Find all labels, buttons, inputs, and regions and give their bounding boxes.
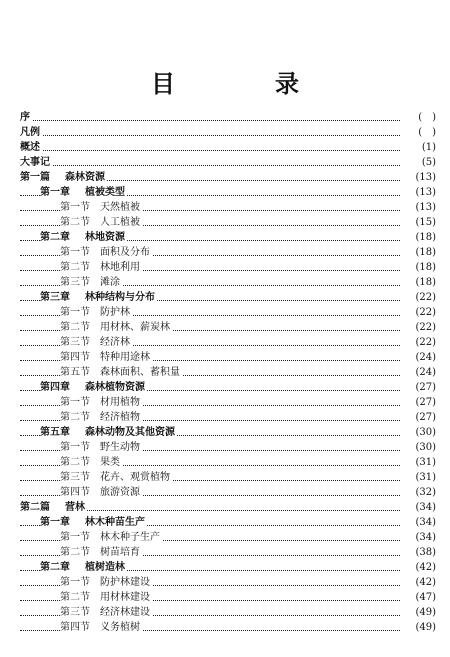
toc-entry (0, 440, 450, 455)
toc-entry-title: 材用植物 (100, 397, 140, 408)
toc-entry-label (60, 335, 132, 350)
toc-entry-title: 天然植被 (100, 202, 140, 213)
toc-entry-number: 第二节 (60, 547, 90, 558)
toc-entry-page: (24) (402, 350, 436, 365)
toc-entry-number: 第三节 (60, 337, 90, 348)
toc-entry-title: 防护林 (100, 307, 130, 318)
toc-entry-number: 第一节 (60, 202, 90, 213)
toc-entry-page: (24) (402, 365, 436, 380)
toc-entry (0, 275, 450, 290)
toc-entry-title: 序 (20, 112, 30, 123)
toc-entry-page: (49) (402, 620, 436, 635)
toc-entry-page: (22) (402, 335, 436, 350)
toc-entry-number: 第一节 (60, 307, 90, 318)
toc-entry (0, 410, 450, 425)
toc-entry-label (60, 605, 152, 620)
toc-entry-title: 营林 (65, 502, 85, 513)
toc-entry-number: 第一节 (60, 532, 90, 543)
toc-entry (0, 620, 450, 635)
toc-entry-label (20, 155, 52, 170)
toc-entry-number: 第一节 (60, 247, 90, 258)
toc-entry (0, 245, 450, 260)
toc-entry-number: 第二节 (60, 592, 90, 603)
toc-entry-label (60, 455, 122, 470)
toc-entry-title: 果类 (100, 457, 120, 468)
toc-entry-page: (47) (402, 590, 436, 605)
toc-entry-title: 凡例 (20, 127, 40, 138)
toc-entry-page: (38) (402, 545, 436, 560)
toc-entry-page: (27) (402, 395, 436, 410)
toc-entry-number: 第一章 (40, 187, 70, 198)
toc-entry-page: (34) (402, 530, 436, 545)
toc-entry-title: 森林植物资源 (85, 382, 145, 393)
toc-entry-page: ( ) (402, 110, 436, 125)
toc-entry-number: 第一篇 (20, 172, 50, 183)
toc-entry-title: 林地资源 (85, 232, 125, 243)
toc-entry-number: 第二章 (40, 232, 70, 243)
toc-entry (0, 395, 450, 410)
toc-entry-page: (22) (402, 305, 436, 320)
toc-entry (0, 215, 450, 230)
toc-entry-title: 植被类型 (85, 187, 125, 198)
toc-entry-title: 义务植树 (100, 622, 140, 633)
toc-entry-number: 第四节 (60, 352, 90, 363)
toc-entry (0, 560, 450, 575)
toc-entry (0, 605, 450, 620)
toc-entry-label (40, 290, 157, 305)
toc-entry (0, 125, 450, 140)
toc-entry-page: ( ) (402, 125, 436, 140)
toc-entry-title: 概述 (20, 142, 40, 153)
toc-entry-number: 第四节 (60, 622, 90, 633)
toc-entry-number: 第五节 (60, 367, 90, 378)
toc-entry-label (60, 530, 162, 545)
toc-entry (0, 500, 450, 515)
toc-entry-number: 第三节 (60, 277, 90, 288)
toc-entry (0, 320, 450, 335)
toc-entry-page: (34) (402, 515, 436, 530)
toc-entry (0, 305, 450, 320)
toc-entry-title: 植树造林 (85, 562, 125, 573)
toc-entry-label (60, 410, 142, 425)
toc-entry-label (60, 305, 132, 320)
toc-entry (0, 260, 450, 275)
toc-entry-label (40, 560, 127, 575)
toc-entry-label (60, 470, 172, 485)
toc-entry-title: 人工植被 (100, 217, 140, 228)
toc-entry (0, 470, 450, 485)
toc-entry (0, 545, 450, 560)
toc-entry-label (60, 545, 142, 560)
toc-entry (0, 230, 450, 245)
toc-entry-page: (22) (402, 320, 436, 335)
toc-entry-label (20, 500, 87, 515)
toc-entry-number: 第一节 (60, 442, 90, 453)
toc-entry-number: 第二章 (40, 562, 70, 573)
toc-entry (0, 290, 450, 305)
toc-entry-label (20, 170, 107, 185)
toc-entry-page: (1) (402, 140, 436, 155)
toc-entry-label (60, 275, 122, 290)
toc-entry (0, 455, 450, 470)
toc-entry-title: 花卉、观赏植物 (100, 472, 170, 483)
toc-entry-title: 用材林建设 (100, 592, 150, 603)
toc-entry-label (60, 485, 142, 500)
toc-entry-number: 第三节 (60, 607, 90, 618)
toc-entry (0, 590, 450, 605)
toc-entry-label (40, 425, 177, 440)
toc-entry-page: (18) (402, 275, 436, 290)
toc-entry-label (40, 185, 127, 200)
dot-leader (20, 150, 400, 151)
toc-entry-title: 经济林 (100, 337, 130, 348)
toc-entry-label (60, 260, 142, 275)
toc-entry-page: (18) (402, 230, 436, 245)
toc-entry (0, 110, 450, 125)
toc-entry-label (60, 245, 152, 260)
toc-entry-number: 第一节 (60, 577, 90, 588)
page-title: 目 录 (151, 69, 337, 98)
toc-entry-number: 第四节 (60, 487, 90, 498)
toc-entry-label (60, 350, 152, 365)
toc-entry-page: (27) (402, 380, 436, 395)
toc-entry-number: 第二篇 (20, 502, 50, 513)
toc-entry-title: 用材林、薪炭林 (100, 322, 170, 333)
toc-entry (0, 200, 450, 215)
toc-entry-number: 第一章 (40, 517, 70, 528)
toc-entry-label (60, 620, 142, 635)
toc-entry-number: 第二节 (60, 412, 90, 423)
toc-entry-page: (13) (402, 185, 436, 200)
toc-entry-label (20, 110, 32, 125)
toc-entry-title: 林地利用 (100, 262, 140, 273)
toc-entry (0, 380, 450, 395)
toc-entry (0, 485, 450, 500)
toc-entry-label (60, 395, 142, 410)
toc-entry-number: 第二节 (60, 322, 90, 333)
toc-entry-number: 第二节 (60, 457, 90, 468)
toc-entry-page: (5) (402, 155, 436, 170)
toc-entry-title: 滩涂 (100, 277, 120, 288)
toc-entry (0, 575, 450, 590)
toc-entry-page: (18) (402, 245, 436, 260)
toc-entry (0, 335, 450, 350)
toc-entry-page: (22) (402, 290, 436, 305)
dot-leader (20, 165, 400, 166)
toc-entry-title: 林种结构与分布 (85, 292, 155, 303)
toc-entry (0, 365, 450, 380)
toc-entry-label (60, 365, 182, 380)
toc-entry-label (60, 575, 152, 590)
toc-entry-label (40, 515, 147, 530)
toc-entry-label (20, 125, 42, 140)
toc-entry-page: (13) (402, 170, 436, 185)
toc-entry (0, 185, 450, 200)
toc-entry-page: (15) (402, 215, 436, 230)
toc-entry-title: 树苗培育 (100, 547, 140, 558)
toc-entry-page: (42) (402, 575, 436, 590)
toc-entry-title: 林木种子生产 (100, 532, 160, 543)
toc-entry (0, 155, 450, 170)
toc-entry-title: 森林资源 (65, 172, 105, 183)
toc-entry (0, 170, 450, 185)
toc-entry-page: (42) (402, 560, 436, 575)
toc-entry-page: (32) (402, 485, 436, 500)
toc-entry-page: (49) (402, 605, 436, 620)
dot-leader (20, 135, 400, 136)
toc-entry (0, 425, 450, 440)
toc-entry-label (20, 140, 42, 155)
toc-entry-title: 面积及分布 (100, 247, 150, 258)
toc-entry-number: 第二节 (60, 217, 90, 228)
toc-entry-number: 第四章 (40, 382, 70, 393)
toc-entry-label (40, 230, 127, 245)
toc-entry-page: (27) (402, 410, 436, 425)
toc-entry-number: 第五章 (40, 427, 70, 438)
toc-entry-title: 大事记 (20, 157, 50, 168)
toc-entry-label (60, 200, 142, 215)
toc-entry-page: (30) (402, 425, 436, 440)
toc-entry-page: (13) (402, 200, 436, 215)
toc-entry-label (40, 380, 147, 395)
toc-entry-title: 经济林建设 (100, 607, 150, 618)
toc-entry-title: 经济植物 (100, 412, 140, 423)
toc-entry-label (60, 590, 152, 605)
toc-entry-page: (18) (402, 260, 436, 275)
toc-entry-title: 森林动物及其他资源 (85, 427, 175, 438)
toc-entry (0, 140, 450, 155)
toc-entry-title: 旅游资源 (100, 487, 140, 498)
toc-entry-title: 特种用途林 (100, 352, 150, 363)
toc-entry-title: 林木种苗生产 (85, 517, 145, 528)
toc-entry-label (60, 440, 142, 455)
toc-entry (0, 530, 450, 545)
toc-entry-page: (31) (402, 455, 436, 470)
toc-entry-number: 第二节 (60, 262, 90, 273)
toc-entry (0, 350, 450, 365)
toc-entry-page: (30) (402, 440, 436, 455)
dot-leader (20, 120, 400, 121)
toc-entry-page: (31) (402, 470, 436, 485)
toc-entry (0, 515, 450, 530)
toc-entry-number: 第三章 (40, 292, 70, 303)
toc-entry-number: 第三节 (60, 472, 90, 483)
toc-entry-title: 森林面积、蓄积量 (100, 367, 180, 378)
toc-entry-label (60, 320, 172, 335)
toc-entry-number: 第一节 (60, 397, 90, 408)
toc-entry-title: 防护林建设 (100, 577, 150, 588)
toc-entry-title: 野生动物 (100, 442, 140, 453)
toc-entry-label (60, 215, 142, 230)
toc-entry-page: (34) (402, 500, 436, 515)
